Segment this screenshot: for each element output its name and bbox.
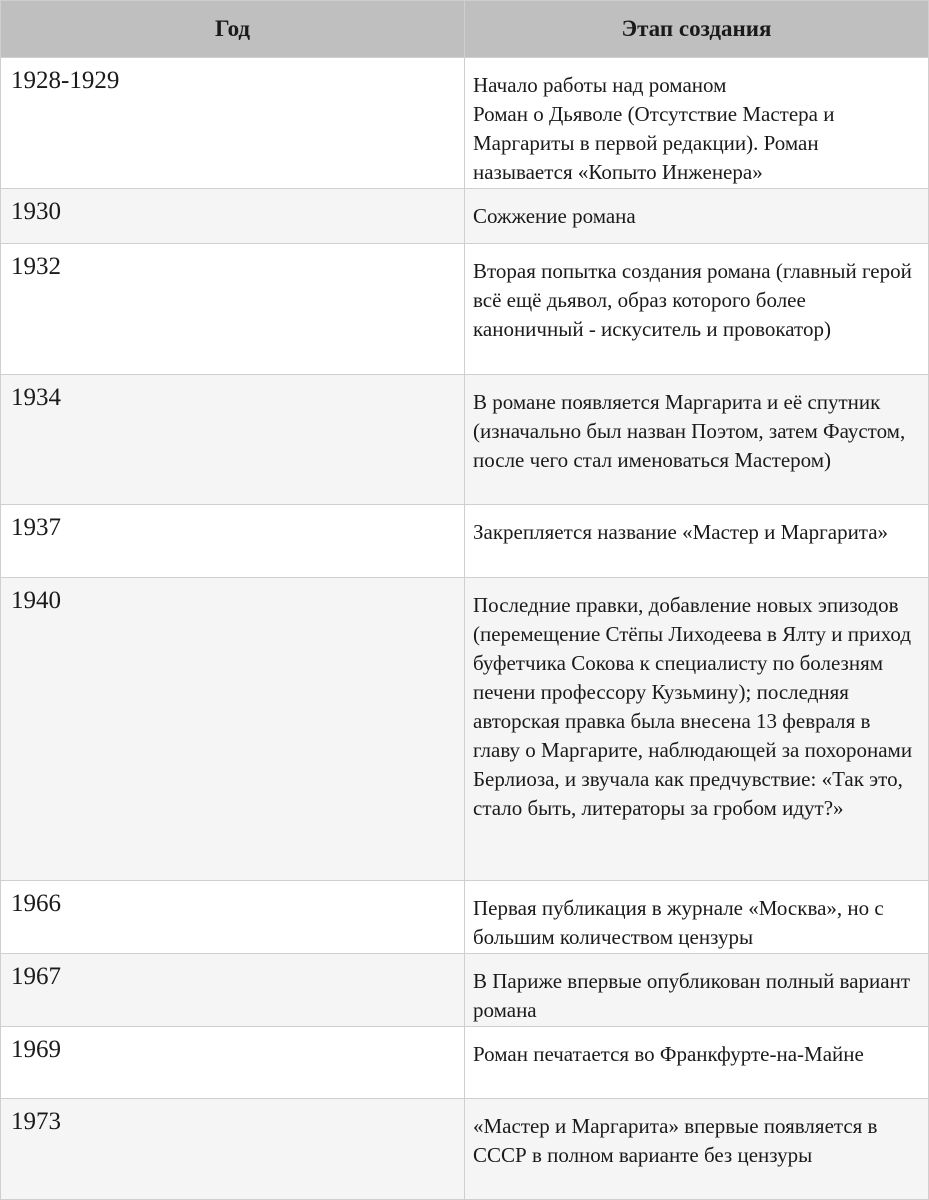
year-cell: 1967 [1,954,465,1027]
year-cell: 1937 [1,505,465,578]
year-cell: 1973 [1,1099,465,1200]
table-row [1,244,929,375]
stage-cell: В Париже впервые опубликован полный вариант романа [465,954,929,1027]
stage-cell: Роман печатается во Франкфурте-на-Майне [465,1027,929,1099]
year-cell: 1969 [1,1027,465,1099]
year-cell: 1966 [1,881,465,954]
stage-cell: «Мастер и Маргарита» впервые появляется в СССР в полном варианте без цензуры [465,1099,929,1200]
stage-cell: В романе появляется Маргарита и её спутник (изначально был назван Поэтом, затем Фаустом, после чего стал именоваться Мастером) [465,375,929,505]
table-row [1,189,929,244]
stage-cell: Начало работы над романом Роман о Дьяволе (Отсутствие Мастера и Маргариты в первой редакции). Роман называется «Копыто Инженера» [465,58,929,189]
stage-cell: Закрепляется название «Мастер и Маргарита» [465,505,929,578]
stage-cell: Последние правки, добавление новых эпизодов (перемещение Стёпы Лиходеева в Ялту и приход буфетчика Сокова к специалисту по болезням печени профессору Кузьмину); последняя авторская правка была внесена 13 февраля в главу о Маргарите, наблюдающей за похоронами Берлиоза, и звучала как предчувствие: «Так это, стало быть, литераторы за гробом идут?» [465,578,929,881]
header-stage: Этап создания [465,1,929,58]
stage-cell: Сожжение романа [465,189,929,244]
table-row [1,881,929,954]
stage-cell: Первая публикация в журнале «Москва», но с большим количеством цензуры [465,881,929,954]
table-row [1,578,929,881]
year-cell: 1930 [1,189,465,244]
year-cell: 1928-1929 [1,58,465,189]
table-row [1,505,929,578]
header-row [1,1,929,58]
table-row [1,1099,929,1200]
year-cell: 1932 [1,244,465,375]
table-row [1,1027,929,1099]
stage-cell: Вторая попытка создания романа (главный герой всё ещё дьявол, образ которого более каноничный - искуситель и провокатор) [465,244,929,375]
year-cell: 1940 [1,578,465,881]
header-year: Год [1,1,465,58]
table-row [1,375,929,505]
year-cell: 1934 [1,375,465,505]
table-row [1,954,929,1027]
table-row [1,58,929,189]
